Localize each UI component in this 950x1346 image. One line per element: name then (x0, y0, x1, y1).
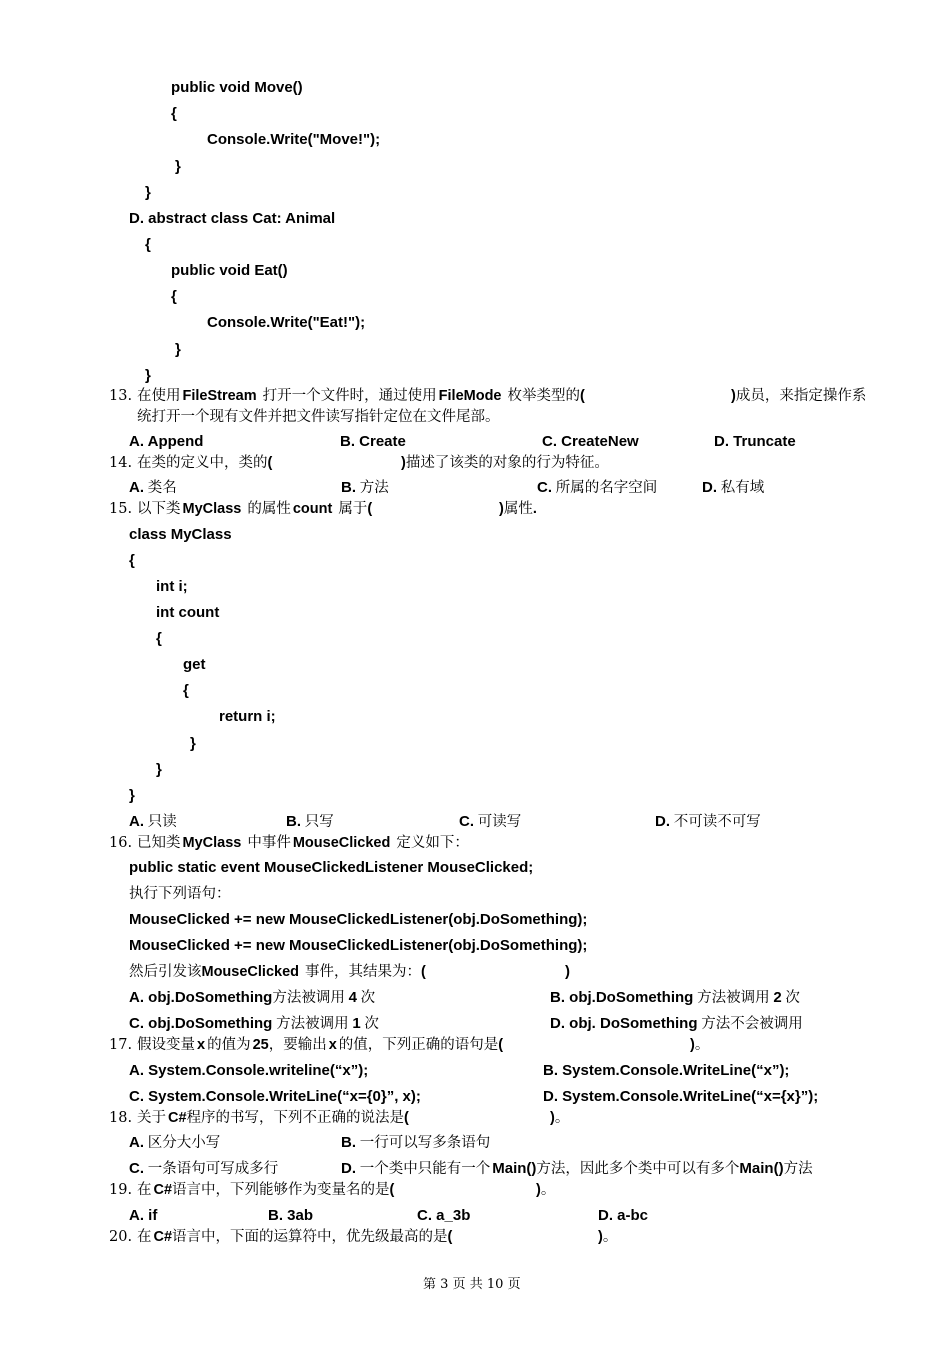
term: count (292, 501, 333, 517)
option-a: A. if (129, 1207, 158, 1224)
option-text: 一行可以写多条语句 (359, 1135, 491, 1151)
option-text: 只写 (304, 814, 334, 830)
code-line: Console.Write("Move!"); (207, 131, 381, 148)
option-a: A. Append (129, 433, 204, 450)
blank-close: ) (550, 1110, 555, 1126)
code-line: return i; (219, 708, 276, 725)
blank-open: ( (367, 501, 373, 517)
text: ，要输出 (268, 1037, 327, 1053)
text: 。 (554, 1110, 570, 1126)
option-count: 2 (773, 989, 782, 1006)
code-line: } (156, 761, 162, 778)
code-line: { (171, 105, 177, 122)
text: 语言中，下面的运算符中，优先级最高的是 (172, 1229, 448, 1245)
question-15-number: 15. (109, 501, 133, 517)
question-17-text (137, 1035, 503, 1055)
code-line: { (183, 682, 189, 699)
question-18-text (137, 1108, 409, 1128)
text: 属性 (503, 501, 533, 517)
blank-open: ( (447, 1229, 453, 1245)
option-text: 方法不会被调用 (701, 1016, 803, 1032)
text: 成员，来指定操作系 (735, 388, 867, 404)
option-text: 次 (364, 1016, 379, 1032)
blank-close: ) (536, 1182, 541, 1198)
question-17-text-end (690, 1035, 709, 1055)
page-number: 3 (440, 1277, 449, 1292)
text: 的值，下列正确的语句是 (338, 1037, 499, 1053)
option-text: 区分大小写 (147, 1135, 221, 1151)
question-15-text (137, 499, 372, 519)
text: 描述了该类的对象的行为特征。 (405, 455, 609, 471)
option-c (129, 1159, 278, 1179)
code-line: class MyClass (129, 526, 232, 543)
text: 的值为 (207, 1037, 251, 1053)
code-line: { (171, 288, 177, 305)
text: 。 (694, 1037, 710, 1053)
question-14-text (137, 453, 272, 473)
text: 事件，其结果为： (305, 964, 421, 980)
option-c (537, 478, 657, 498)
text: 在类的定义中，类的 (137, 455, 268, 471)
question-15-text-end (499, 499, 537, 519)
code-statement: MouseClicked += new MouseClickedListener(obj.DoSomething); (129, 937, 588, 954)
option-text: 只读 (147, 814, 177, 830)
option-c (129, 1014, 379, 1034)
option-letter: B. (341, 479, 356, 496)
blank-close: ) (565, 963, 570, 980)
option-c: C. CreateNew (542, 433, 639, 450)
option-letter: B. (286, 813, 301, 830)
text: 的属性 (247, 501, 291, 517)
option-text: 不可读不可写 (673, 814, 761, 830)
option-text: 次 (785, 990, 800, 1006)
text: 属于 (338, 501, 368, 517)
question-20-number: 20. (109, 1229, 133, 1245)
option-text: 次 (360, 990, 376, 1006)
option-letter: C. (459, 813, 474, 830)
option-text: 方法被调用 (276, 1016, 349, 1032)
code-line: } (145, 184, 151, 201)
option-d (655, 812, 761, 832)
text: 中事件 (247, 835, 291, 851)
term: C# (153, 1182, 173, 1198)
option-letter: D. (655, 813, 670, 830)
code-line: Console.Write("Eat!"); (207, 314, 366, 331)
blank-open: ( (421, 964, 426, 980)
option-a (129, 812, 177, 832)
option-b (341, 1133, 490, 1153)
option-count: 1 (352, 1015, 361, 1032)
option-code: C. obj.DoSomething (129, 1015, 273, 1032)
blank-close: ) (401, 455, 406, 471)
footer-text: 页 (507, 1277, 521, 1292)
option-letter: B. (341, 1134, 356, 1151)
term: MouseClicked (292, 835, 391, 851)
option-c (459, 812, 521, 832)
option-letter: A. (129, 1134, 144, 1151)
term: MyClass (182, 501, 242, 517)
term: Main() (492, 1160, 537, 1177)
code-line: } (190, 735, 196, 752)
option-letter: C. (129, 1160, 144, 1177)
period: . (532, 501, 537, 517)
term: C# (168, 1110, 187, 1126)
code-line: } (145, 367, 151, 384)
option-b: B. Create (340, 433, 406, 450)
question-18-text-end (550, 1108, 569, 1128)
question-13-number: 13. (109, 388, 133, 404)
option-c: C. a_3b (417, 1207, 471, 1224)
question-18-number: 18. (109, 1110, 133, 1126)
option-a: A. System.Console.writeline(“x”); (129, 1062, 369, 1079)
option-b (286, 812, 334, 832)
term: FileMode (438, 388, 502, 404)
code-statement: MouseClicked += new MouseClickedListener(obj.DoSomething); (129, 911, 588, 928)
term: Main() (739, 1160, 784, 1177)
option-b (341, 478, 389, 498)
option-text: 方法 (783, 1161, 813, 1177)
blank-close: ) (690, 1037, 695, 1053)
option-b: B. 3ab (268, 1207, 314, 1224)
option-text: 方法被调用 (272, 990, 345, 1006)
event-declaration: public static event MouseClickedListener MouseClicked; (129, 859, 534, 876)
option-code: B. obj.DoSomething (550, 989, 694, 1006)
text: 打开一个文件时，通过使用 (262, 388, 437, 404)
question-17-number: 17. (109, 1037, 133, 1053)
option-letter: A. (129, 813, 144, 830)
text: 然后引发该 (129, 964, 202, 980)
blank-close: ) (731, 388, 736, 404)
instruction-text: 执行下列语句： (129, 886, 231, 902)
blank-open: ( (580, 388, 585, 404)
question-14-number: 14. (109, 455, 133, 471)
text: 假设变量 (137, 1037, 195, 1053)
option-text: 私有域 (720, 480, 765, 496)
code-line: } (175, 158, 181, 175)
text: 定义如下： (396, 835, 469, 851)
text: 在 (137, 1229, 152, 1245)
text: 已知类 (137, 835, 181, 851)
option-d-header: D. abstract class Cat: Animal (129, 210, 336, 227)
option-letter: D. (702, 479, 717, 496)
option-d: D. a-bc (598, 1207, 649, 1224)
text: 程序的书写，下列不正确的说法是 (186, 1110, 405, 1126)
question-16-text (137, 833, 469, 853)
text: 语言中，下列能够作为变量名的是 (172, 1182, 390, 1198)
option-b (550, 988, 800, 1008)
option-text: 一个类中只能有一个 (359, 1161, 491, 1177)
text: 关于 (137, 1110, 166, 1126)
code-line: } (175, 341, 181, 358)
option-a (129, 478, 177, 498)
option-code: A. obj.DoSomething (129, 989, 273, 1006)
option-b: B. System.Console.WriteLine(“x”); (543, 1062, 790, 1079)
code-line: get (183, 656, 206, 673)
question-13-text-end (731, 386, 866, 406)
option-c: C. System.Console.WriteLine(“x={0}”, x); (129, 1088, 421, 1105)
option-text: 一条语句可写成多行 (147, 1161, 279, 1177)
term: MyClass (182, 835, 242, 851)
code-line: public void Eat() (171, 262, 288, 279)
page-footer (423, 1275, 521, 1295)
question-14-text-end (401, 453, 609, 473)
term: C# (153, 1229, 173, 1245)
question-19-number: 19. (109, 1182, 133, 1198)
code-line: { (145, 236, 151, 253)
term: x (328, 1037, 337, 1053)
blank-open: ( (404, 1110, 409, 1126)
text: 在使用 (137, 388, 181, 404)
term: MouseClicked (201, 964, 299, 980)
question-16-number: 16. (109, 835, 133, 851)
text: 在 (137, 1182, 152, 1198)
question-19-text-end (536, 1180, 555, 1200)
option-text: 可读写 (477, 814, 522, 830)
text: 以下类 (137, 501, 181, 517)
text: 。 (602, 1229, 618, 1245)
text: 。 (540, 1182, 556, 1198)
question-20-text (137, 1227, 452, 1247)
option-text: 方法，因此多个类中可以有多个 (536, 1161, 740, 1177)
option-d (702, 478, 764, 498)
question-19-text (137, 1180, 394, 1200)
blank-open: ( (389, 1182, 395, 1198)
question-13-text (137, 386, 585, 406)
term: 25 (252, 1037, 269, 1053)
question-13-line2: 统打开一个现有文件并把文件读写指针定位在文件尾部。 (137, 409, 500, 425)
term: FileStream (182, 388, 257, 404)
blank-open: ( (498, 1037, 504, 1053)
code-line: public void Move() (171, 79, 303, 96)
footer-text: 第 (423, 1277, 437, 1292)
option-a (129, 988, 375, 1008)
option-letter: A. (129, 479, 144, 496)
option-text: 类名 (147, 480, 177, 496)
text: 枚举类型的 (507, 388, 580, 404)
option-d: D. System.Console.WriteLine(“x={x}”); (543, 1088, 819, 1105)
code-line: int count (156, 604, 220, 621)
option-text: 方法 (359, 480, 389, 496)
question-16-prompt (129, 962, 426, 982)
option-text: 所属的名字空间 (555, 480, 658, 496)
blank-close: ) (598, 1229, 603, 1245)
code-line: int i; (156, 578, 188, 595)
option-d (550, 1014, 803, 1034)
code-line: { (156, 630, 162, 647)
option-count: 4 (348, 989, 357, 1006)
option-letter: C. (537, 479, 552, 496)
option-d: D. Truncate (714, 433, 796, 450)
option-letter: D. (341, 1160, 356, 1177)
code-line: { (129, 552, 135, 569)
footer-text: 共 (469, 1277, 483, 1292)
footer-text: 页 (452, 1277, 466, 1292)
option-code: D. obj. DoSomething (550, 1015, 698, 1032)
term: x (197, 1037, 206, 1053)
blank-close: ) (499, 501, 504, 517)
question-20-text-end (598, 1227, 617, 1247)
blank-open: ( (267, 455, 273, 471)
option-d (341, 1159, 813, 1179)
option-text: 方法被调用 (697, 990, 770, 1006)
code-line: } (129, 787, 135, 804)
option-a (129, 1133, 220, 1153)
page-total: 10 (486, 1277, 504, 1292)
